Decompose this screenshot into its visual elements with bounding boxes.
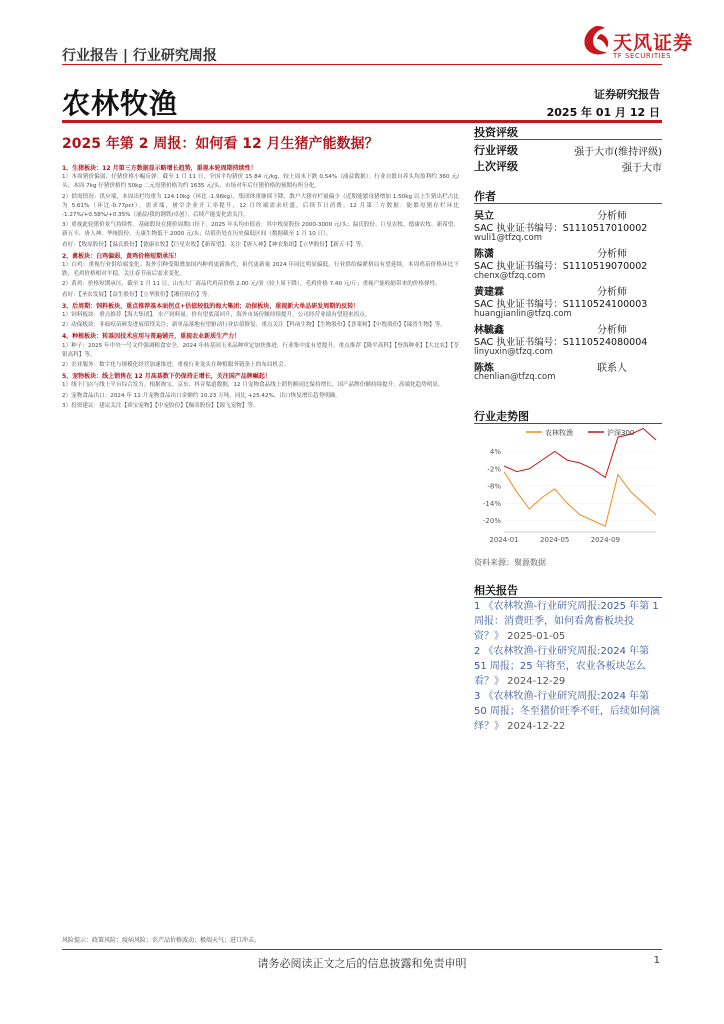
section-title: 2、禽板块：白鸡偏弱，黄鸡价格短期承压！ [62, 252, 181, 260]
author-email: wuli1@tfzq.com [474, 233, 543, 243]
authors-heading: 作者 [474, 190, 496, 203]
y-tick-label: -8% [487, 482, 501, 491]
author-cert: SAC 执业证书编号：S1110517010002 [474, 223, 648, 234]
author-role: 分析师 [597, 249, 627, 260]
section-title: 3、后周期：饲料板块，重点推荐基本面拐点+估值较低的海大集团；动保板块，重视新大单品研发周期的反转！ [62, 302, 360, 310]
report-body [62, 162, 459, 412]
related-report-link[interactable] [474, 599, 662, 644]
paragraph: 1）线下门店与线上平台综合发力。根据淘宝、京东、抖音渠道数据，12 月宠物食品线上销售额同比保持增长，国产品牌份额持续提升，高端化趋势明显。 [62, 382, 444, 389]
paragraph: 2）农业服务：数字化与规模化经营加速推进，重视行业龙头在种植服务链条上的布局机会。 [62, 362, 290, 369]
x-tick-label: 2024-01 [489, 536, 519, 544]
related-report-title: 2 《农林牧渔-行业研究周报:2024 年第 51 周报；25 年将至，农业各板块怎么看？》 [474, 646, 650, 687]
report-type: 证券研究报告 [594, 88, 660, 101]
related-rule [474, 597, 662, 598]
author-role: 分析师 [597, 211, 627, 222]
paragraph: 2）黄鸡：价格短期承压，截至 1 月 11 日，山东大厂商品代鸡苗价格 2.00 元/羽（较上周下降），毛鸡价格 7.40 元/斤；重视产能收缩带来的价格弹性。 [62, 281, 441, 288]
paragraph: 2）动保板块：非瘟疫苗研发进展值得关注；新单品落地有望驱动行业估值修复。重点关注【科前生物】【生物股份】【普莱柯】【中牧股份】【瑞普生物】等。 [62, 322, 446, 329]
author-name: 林毓鑫 [474, 325, 504, 336]
related-report-link[interactable] [474, 644, 662, 689]
series-line [504, 472, 656, 527]
trend-heading: 行业走势图 [474, 410, 529, 423]
header-rule [62, 64, 662, 65]
author-role: 分析师 [597, 325, 627, 336]
y-tick-label: -20% [482, 517, 501, 525]
paragraph: 1）种子：2025 年中央一号文件强调粮食安全，2024 年转基因玉米品种审定加快推进，行业集中度有望提升。重点推荐【隆平高科】【登海种业】【大北农】【荃银高科】等。 [62, 342, 459, 358]
author-email: chenlian@tfzq.com [474, 372, 556, 382]
report-date: 2025 年 01 月 12 日 [546, 106, 660, 119]
legend-label: 农林牧渔 [545, 429, 573, 437]
title-rule [62, 120, 662, 123]
report-title: 2025 年第 2 周报：如何看 12 月生猪产能数据？ [62, 136, 379, 152]
related-report-title: 3 《农林牧渔-行业研究周报:2024 年第 50 周报；冬至猪价旺季不旺，后续如何演绎？》 [474, 691, 660, 732]
related-report-date: 2024-12-29 [504, 676, 566, 687]
legend-label: 沪深300 [607, 429, 635, 437]
report-category: 行业报告 | 行业研究周报 [62, 48, 217, 64]
section-title: 4、种植板块：转基因技术应用与普遍铺开，重视农业新质生产力！ [62, 333, 241, 341]
chart-source: 资料来源：聚源数据 [474, 558, 546, 567]
author-name: 陈炼 [474, 363, 494, 374]
paragraph: 1）本周猪价偏弱，仔猪价格小幅反弹。截至 1 月 11 日，全国平均猪价 15.84 元/kg，较上周末下跌 0.54%（涌益数据）。行业自繁自养头均盈利约 360 元/头；本周 7kg 仔猪价格约 50kg 二元母猪价格为约 1635 元/头，市场对年后仔猪价格的预期有所分化。 [62, 174, 459, 190]
page-number: 1 [653, 955, 660, 966]
author-name: 黄建霖 [474, 287, 504, 298]
author-cert: SAC 执业证书编号：S1110524100003 [474, 299, 648, 310]
paragraph: 2）供需情况：供应端，本周出栏均重为 124.10kg（环比 -1.96kg），集团体重继续下降，散户大猪存栏量偏少（近期能繁母猪增加 1.50kg 以上生猪出栏占比为 5.61%（环比-0.77pct）。需求端，屠宰企业开工率提升，12 月终端需求旺盛，后续节日消费。12 月第三方数据：能繁母猪存栏环比 -1.27%/+0.58%/+0.35%（涌益/我的钢铁/卓创），后续产能变化需关注。 [62, 193, 459, 219]
trend-rule [474, 423, 662, 424]
paragraph: 看好：【圣农发展】【益生股份】【立华股份】【湘佳股份】等。 [62, 291, 214, 298]
paragraph: 3）投资建议：建议关注【乖宝宠物】【中宠股份】【佩蒂股份】【源飞宠物】等。 [62, 402, 259, 409]
paragraph: 1）白鸡：重视行业供给端变化。海外引种受限叠加国内种鸡更新换代，祖代更新量 2024 年同比明显偏低，行业供给偏紧格局有望延续。本周鸡苗价格环比下跌，毛鸡价格相对平稳，关注春节前后需求变化。 [62, 262, 459, 278]
y-tick-label: -2% [487, 465, 501, 474]
authors-rule [474, 203, 662, 204]
paragraph: 3）重视此轮猪价景气持续性。基础假设在猪价周期口径下，2025 年头均市值看：其中牧原股份 2000-3000 元/头；温氏股份、巨星农牧、德康农牧、新希望、新五丰、唐人神、华统股份、天康生物低于 2000 元/头；估值仍处在历史偏低区间（数据截至 1 月 10 日）。 [62, 222, 459, 238]
disclaimer: 请务必阅读正文之后的信息披露和免责申明 [257, 957, 467, 970]
industry-rating-value: 强于大市(维持评级) [574, 147, 662, 158]
author-name: 吴立 [474, 211, 494, 222]
related-report-date: 2024-12-22 [504, 721, 566, 732]
author-role: 联系人 [597, 363, 627, 374]
prev-rating-value: 强于大市 [622, 163, 662, 174]
footer-rule [62, 949, 662, 950]
logo-text: 天风证券 [613, 32, 694, 54]
risk-warning: 风险提示：政策风险；疫病风险；农产品价格波动；极端天气；进口冲击。 [62, 937, 261, 944]
related-report-title: 1 《农林牧渔-行业研究周报:2025 年第 1 周报：消费旺季，如何看禽畜板块投资？》 [474, 601, 659, 642]
industry-rating-label: 行业评级 [474, 144, 518, 157]
rating-rule [474, 139, 662, 140]
author-email: linyuxin@tfzq.com [474, 347, 553, 357]
y-tick-label: -14% [482, 499, 501, 508]
logo-mark-icon [579, 24, 613, 58]
y-tick-label: 4% [489, 448, 501, 456]
rating-heading: 投资评级 [474, 126, 518, 139]
author-name: 陈潇 [474, 249, 494, 260]
related-heading: 相关报告 [474, 584, 518, 597]
related-report-link[interactable] [474, 689, 662, 734]
paragraph: 看好：【牧原股份】【温氏股份】【德康农牧】【巨星农牧】【新希望】，关注【唐人神】【神农集团】【立华股份】【新五丰】等。 [62, 241, 367, 248]
x-tick-label: 2024-05 [540, 536, 570, 544]
logo-subtext: TF SECURITIES [613, 52, 672, 60]
industry-trend-chart [474, 426, 662, 548]
author-email: chenx@tfzq.com [474, 271, 546, 281]
related-report-date: 2025-01-05 [504, 631, 566, 642]
author-email: huangjianlin@tfzq.com [474, 309, 572, 319]
author-cert: SAC 执业证书编号：S1110519070002 [474, 261, 648, 272]
x-tick-label: 2024-09 [590, 536, 620, 544]
paragraph: 1）饲料板块：重点推荐【海大集团】。水产饲料量、价有望底部回升，海外市场份额持续提升，公司经营业绩有望迎来拐点。 [62, 312, 371, 319]
author-role: 分析师 [597, 287, 627, 298]
sector-title: 农林牧渔 [62, 87, 179, 120]
paragraph: 2）宠物食品出口：2024 年 11 月宠物食品出口金额约 10.23 万吨，同比 +25.42%，出口恢复增长趋势明确。 [62, 392, 341, 399]
section-title: 1、生猪板块：12 月第三方数据显示略增长趋势，重视本轮周期持续性！ [62, 165, 257, 172]
prev-rating-label: 上次评级 [474, 160, 518, 173]
section-title: 5、宠物板块：线上销售在 12 月高基数下仍保持正增长，关注国产品牌崛起！ [62, 373, 271, 381]
author-cert: SAC 执业证书编号：S1110524080004 [474, 337, 648, 348]
